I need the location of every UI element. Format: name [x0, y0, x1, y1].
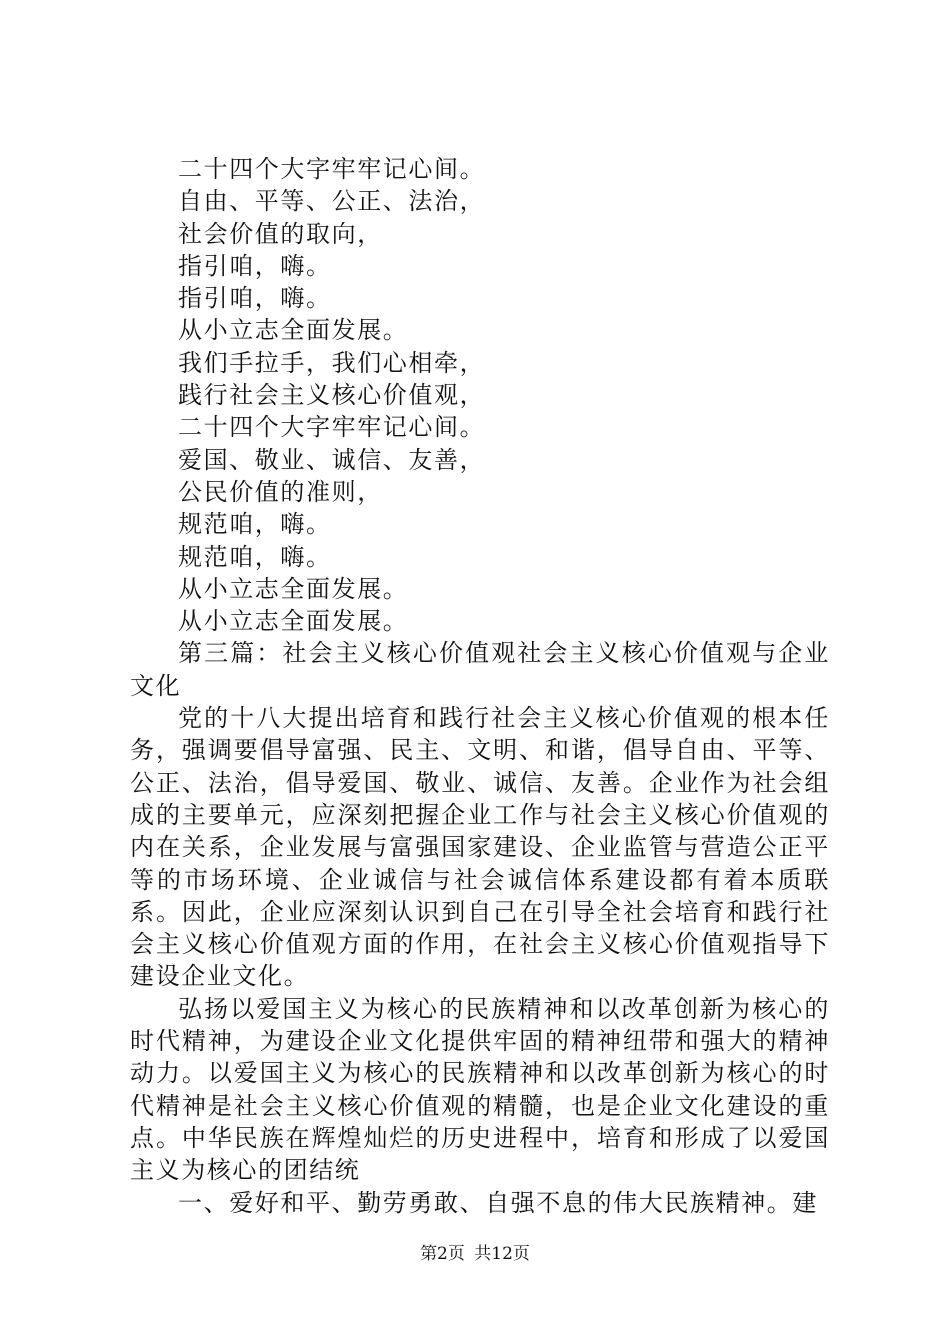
verse-line: 从小立志全面发展。: [178, 316, 409, 345]
verse-line: 二十四个大字牢牢记心间。: [178, 155, 486, 183]
verse-line: 从小立志全面发展。: [178, 574, 409, 603]
verse-line: 指引咱，嗨。: [178, 284, 332, 313]
page-footer: [0, 1243, 950, 1265]
body-paragraph: 党的十八大提出培育和践行社会主义核心价值观的根本任务，强调要倡导富强、民主、文明、和谐，倡导自由、平等、公正、法治，倡导爱国、敬业、诚信、友善。企业作为社会组成的主要单元，应深刻把握企业工作与社会主义核心价值观的内在关系，企业发展与富强国家建设、企业监管与营造公正平等的市场环境、企业诚信与社会诚信体系建设都有着本质联系。因此，企业应深刻认识到自己在引导全社会培育和践行社会主义核心价值观方面的作用，在社会主义核心价值观指导下建设企业文化。: [130, 704, 830, 991]
verse-line: 指引咱，嗨。: [178, 251, 332, 280]
page-total: 共12页: [474, 1244, 530, 1264]
verse-line: 从小立志全面发展。: [178, 607, 409, 636]
verse-line: 我们手拉手，我们心相牵，: [178, 348, 486, 377]
body-paragraph: 一、爱好和平、勤劳勇敢、自强不息的伟大民族精神。建: [178, 1188, 818, 1217]
section-title: 第三篇：社会主义核心价值观社会主义核心价值观与企业文化: [130, 639, 830, 700]
page-number: 第2页: [420, 1244, 465, 1264]
verse-line: 社会价值的取向，: [178, 219, 383, 248]
verse-line: 爱国、敬业、诚信、友善，: [178, 445, 486, 474]
document-body: [130, 153, 830, 1219]
body-paragraph: 弘扬以爱国主义为核心的民族精神和以改革创新为核心的时代精神，为建设企业文化提供牢固的精神纽带和强大的精神动力。以爱国主义为核心的民族精神和以改革创新为核心的时代精神是社会主义核心价值观的精髓，也是企业文化建设的重点。中华民族在辉煌灿烂的历史进程中，培育和形成了以爱国主义为核心的团结统: [130, 994, 830, 1185]
verse-line: 二十四个大字牢牢记心间。: [178, 413, 486, 442]
verse-line: 规范咱，嗨。: [178, 542, 332, 571]
verse-line: 自由、平等、公正、法治，: [178, 187, 486, 216]
verse-line: 规范咱，嗨。: [178, 510, 332, 539]
verse-line: 公民价值的准则，: [178, 477, 383, 506]
verse-block: [130, 153, 830, 637]
verse-line: 践行社会主义核心价值观，: [178, 381, 486, 410]
